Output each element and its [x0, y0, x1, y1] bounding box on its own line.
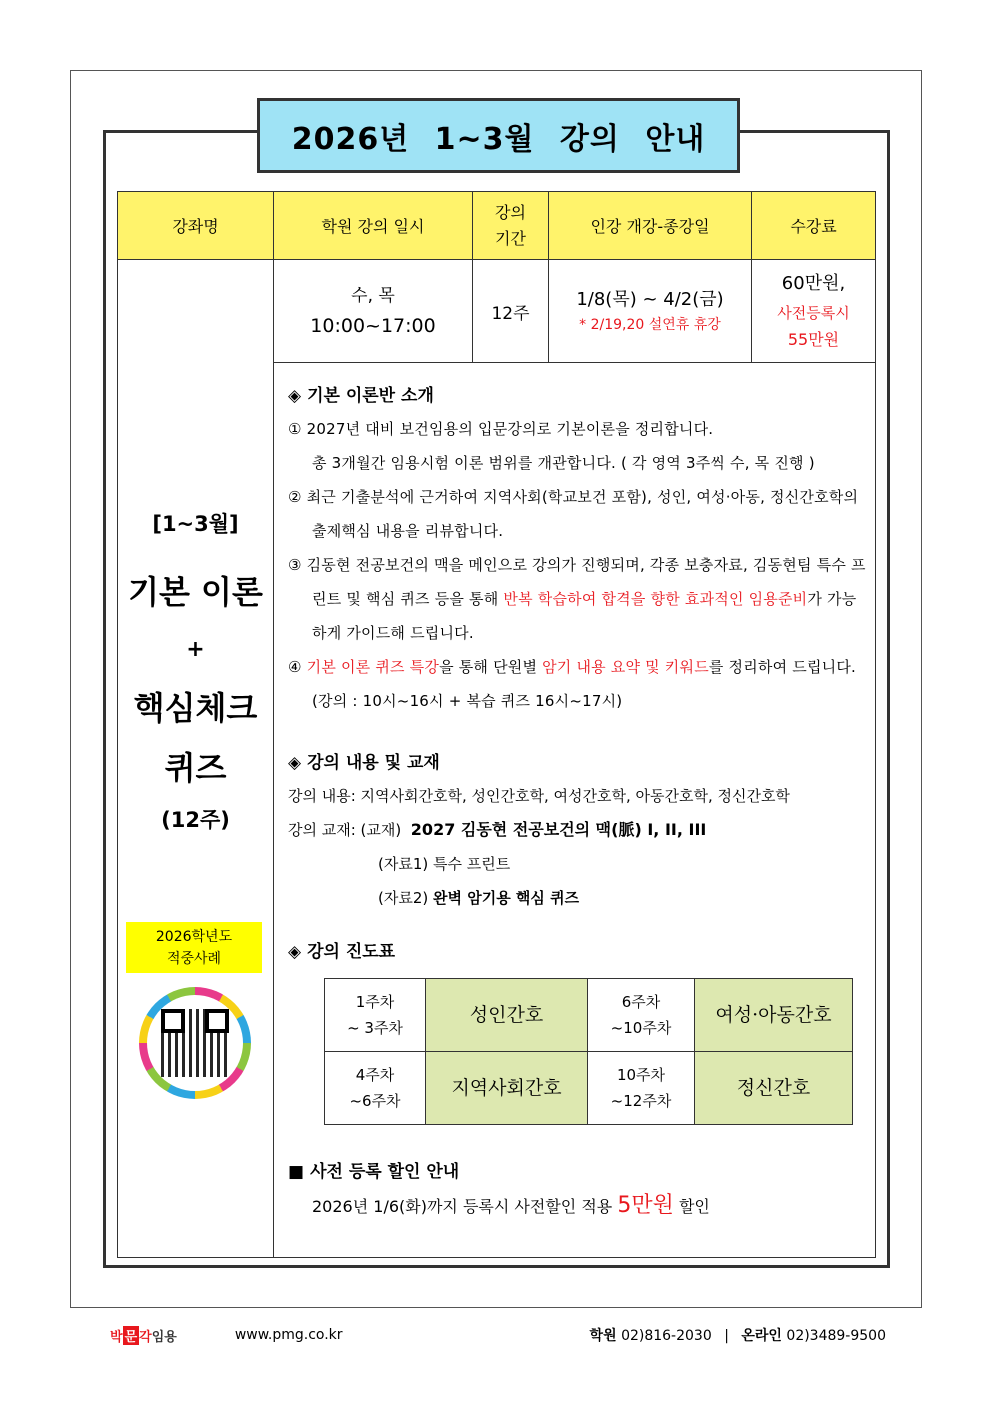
table-header [118, 192, 876, 260]
discount-text: 2026년 1/6(화)까지 등록시 사전할인 적용 5만원 할인 [312, 1193, 710, 1218]
header-duration [473, 192, 549, 260]
publisher-logo: 박 문 각임용 [110, 1326, 177, 1345]
fee-early-label: 사전등록시 [777, 304, 850, 322]
materials-ref2: (자료2) 완벽 암기용 핵심 퀴즈 [378, 889, 580, 907]
course-line3: 퀴즈 [164, 749, 227, 787]
contact-phones: 학원 02)816-2030 | 온라인 02)3489-9500 [589, 1328, 886, 1344]
page-title: 2026년 1~3월 강의 안내 [257, 98, 740, 173]
course-name-cell [118, 260, 274, 1258]
discount-amount: 5만원 [617, 1193, 674, 1218]
intro-item-2: ② 최근 기출분석에 근거하여 지역사회(학교보건 포함), 성인, 여성·아동, 정신간호학의 출제핵심 내용을 리뷰합니다. [288, 488, 859, 540]
diamond-icon: ◈ [288, 942, 302, 962]
details-cell [274, 363, 876, 1258]
table-row [118, 260, 876, 363]
website-link[interactable]: www.pmg.co.kr [234, 1327, 343, 1343]
academy-phone: 02)816-2030 [621, 1328, 712, 1344]
progress-table [324, 978, 853, 1125]
subject-women-child: 여성·아동간호 [695, 979, 853, 1052]
hit-case-badge [126, 922, 262, 973]
course-line2: 핵심체크 [133, 689, 258, 727]
hit-case-year: 2026학년도 [155, 929, 233, 945]
weeks-1-3: 1주차 ~ 3주차 [325, 979, 426, 1052]
course-plus: + [186, 637, 205, 662]
progress-title: ◈ 강의 진도표 [288, 942, 396, 962]
duration-cell: 12주 [473, 260, 549, 363]
footer [110, 1323, 886, 1347]
square-bullet-icon: ■ [288, 1162, 305, 1182]
course-weeks: (12주) [161, 808, 230, 832]
intro-title: ◈ 기본 이론반 소개 [288, 386, 434, 406]
course-table [117, 191, 876, 1258]
intro-item-3: ③ 김동현 전공보건의 맥을 메인으로 강의가 진행되며, 각종 보충자료, 김동현팀 특수 프린트 및 핵심 퀴즈 등을 통해 반복 학습하여 합격을 향한 효과적인 임용준비가 가능하게 가이드해 드립니다. [288, 556, 866, 642]
weeks-10-12: 10주차 ~12주차 [588, 1052, 695, 1125]
materials-content: 강의 내용: 지역사회간호학, 성인간호학, 여성간호학, 아동간호학, 정신간호학 [288, 787, 790, 805]
diamond-icon: ◈ [288, 386, 302, 406]
table-row [325, 1052, 853, 1125]
materials-ref1: (자료1) 특수 프린트 [378, 855, 511, 873]
online-phone: 02)3489-9500 [786, 1328, 886, 1344]
intro-item-1a: ① 2027년 대비 보건임용의 입문강의로 기본이론을 정리합니다. [288, 420, 714, 438]
header-fee: 수강료 [752, 192, 876, 260]
holiday-note: * 2/19,20 설연휴 휴강 [579, 317, 721, 333]
fee-early-amount: 55만원 [787, 330, 840, 349]
subject-adult: 성인간호 [426, 979, 588, 1052]
diamond-icon: ◈ [288, 753, 302, 773]
fee-cell [752, 260, 876, 363]
fee-regular: 60만원, [781, 273, 846, 294]
course-line1: 기본 이론 [128, 573, 263, 611]
header-schedule: 학원 강의 일시 [274, 192, 473, 260]
intro-item-4: ④ 기본 이론 퀴즈 특강을 통해 단원별 암기 내용 요약 및 키워드를 정리하여 드립니다. (강의 : 10시~16시 + 복습 퀴즈 16시~17시) [288, 658, 857, 710]
materials-title: ◈ 강의 내용 및 교재 [288, 753, 440, 773]
course-month: [1~3월] [152, 512, 239, 536]
header-duration-label: 강의 기간 [495, 202, 526, 248]
hit-case-label: 적중사례 [166, 951, 222, 967]
weeks-4-6: 4주차 ~6주차 [325, 1052, 426, 1125]
materials-book: 강의 교재: (교재) 2027 김동현 전공보건의 맥(脈) I, II, III [288, 820, 707, 839]
materials [288, 779, 870, 915]
table-row [325, 979, 853, 1052]
details [288, 381, 870, 1219]
intro-list [288, 412, 870, 718]
weeks-6-10: 6주차 ~10주차 [588, 979, 695, 1052]
schedule-time: 10:00~17:00 [310, 315, 436, 337]
subject-psychiatric: 정신간호 [695, 1052, 853, 1125]
qr-code-icon[interactable] [139, 987, 251, 1099]
header-online-dates: 인강 개강-종강일 [549, 192, 752, 260]
schedule-cell [274, 260, 473, 363]
course-name [118, 508, 273, 834]
online-dates-cell [549, 260, 752, 363]
schedule-day: 수, 목 [351, 286, 395, 306]
online-dates: 1/8(목) ~ 4/2(금) [576, 289, 724, 310]
intro-item-1b: 총 3개월간 임용시험 이론 범위를 개관합니다. ( 각 영역 3주씩 수, 목 진행 ) [312, 454, 815, 472]
subject-community: 지역사회간호 [426, 1052, 588, 1125]
header-course: 강좌명 [118, 192, 274, 260]
discount-title: ■ 사전 등록 할인 안내 [288, 1162, 460, 1182]
